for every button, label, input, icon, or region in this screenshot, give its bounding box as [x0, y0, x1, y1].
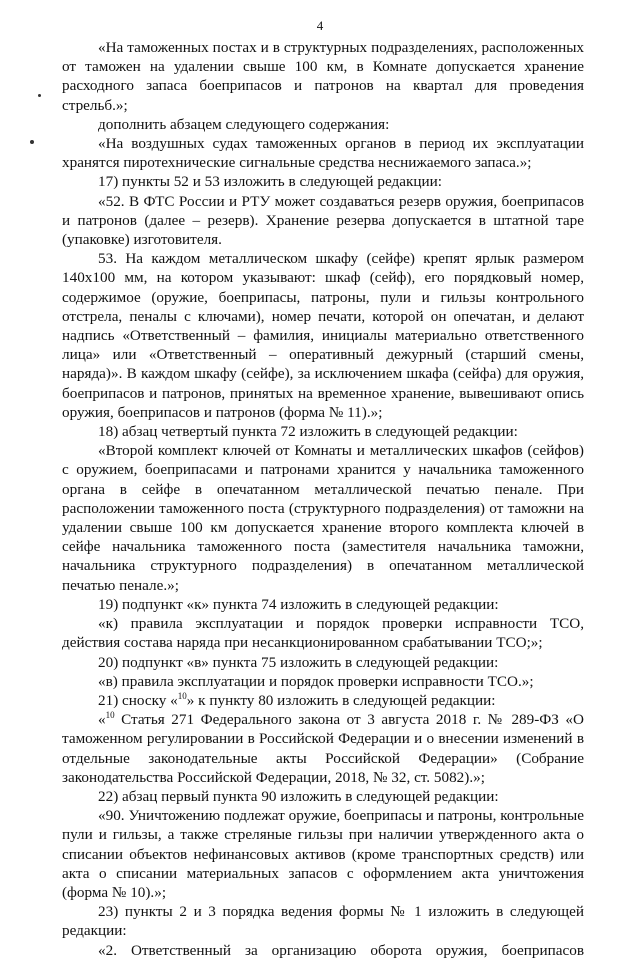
paragraph: «На таможенных постах и в структурных подразделениях, расположенных от таможен на удалении свыше 100 км, в Комнате допускается хранение расходного запаса боеприпасов и патронов на квартал для проведения стрельб.»;: [62, 39, 584, 114]
paragraph: «52. В ФТС России и РТУ может создаваться резерв оружия, боеприпасов и патронов (далее – резерв). Хранение резерва допускается в штатной таре (упаковке) изготовителя.: [62, 192, 584, 249]
scan-speck: [30, 140, 34, 144]
paragraph: 22) абзац первый пункта 90 изложить в следующей редакции:: [98, 787, 499, 805]
paragraph: «к) правила эксплуатации и порядок проверки исправности ТСО, действия состава наряда при несанкционированном срабатывании ТСО;»;: [62, 615, 584, 652]
paragraph: дополнить абзацем следующего содержания:: [98, 115, 390, 133]
paragraph: «в) правила эксплуатации и порядок проверки исправности ТСО.»;: [98, 672, 534, 690]
paragraph: 17) пункты 52 и 53 изложить в следующей редакции:: [98, 173, 442, 191]
text-run: «: [98, 711, 106, 729]
paragraph: «90. Уничтожению подлежат оружие, боеприпасы и патроны, контрольные пули и гильзы, а также стреляные гильзы при наличии утвержденного акта о списании объектов нефинансовых активов (кроме транспортных средств) или акта о списании материальных запасов с оформлением акта уничтожения (форма № 10).»;: [62, 807, 584, 901]
paragraph: [62, 691, 584, 710]
paragraph: 19) подпункт «к» пункта 74 изложить в следующей редакции:: [98, 595, 499, 613]
paragraph: 23) пункты 2 и 3 порядка ведения формы № 1 изложить в следующей редакции:: [62, 903, 584, 940]
paragraph: [62, 710, 584, 787]
paragraph: «На воздушных судах таможенных органов в период их эксплуатации хранятся пиротехнические сигнальные средства неснижаемого запаса.»;: [62, 135, 584, 172]
paragraph: 53. На каждом металлическом шкафу (сейфе) крепят ярлык размером 140х100 мм, на котором указывают: шкаф (сейф), его порядковый номер, содержимое (оружие, боеприпасы, патроны, пули и гильзы контрольного отстрела, пеналы с ключами), номер печати, которой он опечатан, и делают надпись «Ответственный – фамилия, инициалы материально ответственного лица» или «Ответственный – оперативный дежурный (старший смены, наряда)». В каждом шкафу (сейфе), за исключением шкафа (сейфа) для оружия, боеприпасов и патронов, принятых на временное хранение, вывешивают опись оружия, боеприпасов и патронов (форма № 11).»;: [62, 250, 584, 421]
footnote-mark: 10: [177, 690, 187, 701]
scan-speck: [38, 94, 41, 97]
paragraph: 20) подпункт «в» пункта 75 изложить в следующей редакции:: [98, 653, 499, 671]
paragraph: 18) абзац четвертый пункта 72 изложить в следующей редакции:: [98, 423, 518, 441]
footnote-mark: 10: [105, 710, 115, 721]
text-run: Статья 271 Федерального закона от 3 августа 2018 г. № 289-ФЗ «О таможенном регулировании в Российской Федерации и о внесении изменений в отдельные законодательные акты Российской Федерации» (Собрание законодательства Российской Федерации, 2018, № 32, ст. 5082).»;: [62, 711, 584, 786]
text-run: » к пункту 80 изложить в следующей редакции:: [186, 691, 496, 709]
document-body: [62, 38, 584, 960]
paragraph: «Второй комплект ключей от Комнаты и металлических шкафов (сейфов) с оружием, боеприпасами и патронами хранится у начальника таможенного органа в сейфе в опечатанном металлической печатью пенале. При расположении таможенного поста (структурного подразделения) от таможни на удалении свыше 100 км допускается хранение второго комплекта ключей в сейфе начальника таможенного поста (заместителя начальника таможни, начальника структурного подразделения) в опечатанном металлической печатью пенале.»;: [62, 442, 584, 594]
paragraph: «2. Ответственный за организацию оборота оружия, боеприпасов: [98, 941, 584, 959]
page-number: 4: [316, 18, 324, 33]
text-run: 21) сноску «: [98, 691, 178, 709]
